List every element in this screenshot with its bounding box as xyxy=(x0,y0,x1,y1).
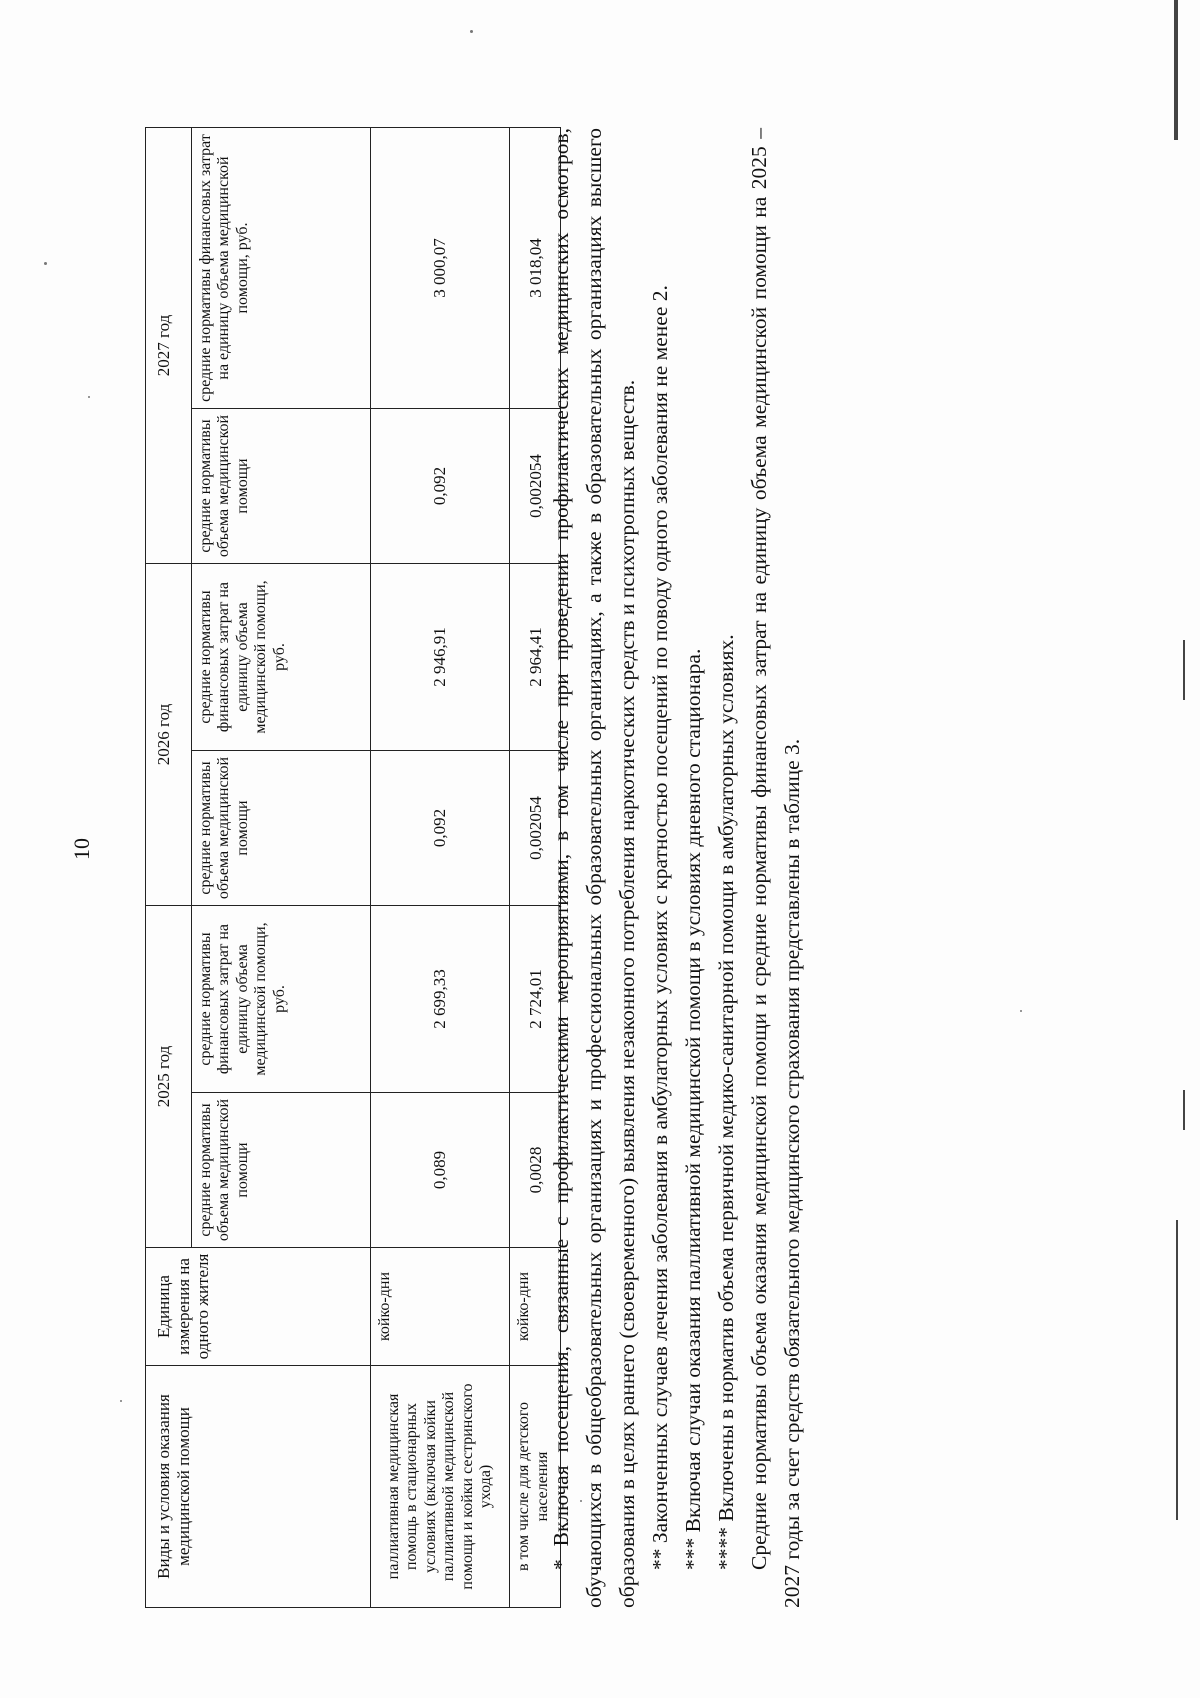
scan-speck xyxy=(470,30,473,33)
scan-speck xyxy=(44,262,47,265)
scan-speck xyxy=(580,1500,582,1502)
header-year-2026: 2026 год xyxy=(146,564,192,906)
header-volume-2027: средние нормативы объема медицинской помощи xyxy=(192,409,371,564)
header-year-2025: 2025 год xyxy=(146,906,192,1248)
header-cost-2027: средние нормативы финансовых затрат на единицу объема медицинской помощи, руб. xyxy=(192,128,371,409)
scan-speck xyxy=(88,396,90,398)
volume-2026: 0,002054 xyxy=(510,751,561,906)
volume-2027: 0,092 xyxy=(371,409,510,564)
volume-2025: 0,089 xyxy=(371,1093,510,1248)
scan-speck xyxy=(120,1400,122,1402)
row-unit: койко-дни xyxy=(371,1248,510,1366)
header-row-years xyxy=(146,128,192,1608)
volume-2027: 0,002054 xyxy=(510,409,561,564)
footnote-1: * Включая посещения, связанные с профилактическими мероприятиями, в том числе при проведении профилактических медицинских осмотров, обучающихся в общеобразовательных организациях и профессиональных образовательных организациях, а также в образовательных организациях высшего образования в целях раннего (своевременного) выявления незаконного потребления наркотических средств и психотропных веществ. xyxy=(549,128,639,1608)
row-label: в том числе для детского населения xyxy=(510,1366,561,1608)
footnote-3: *** Включая случаи оказания паллиативной медицинской помощи в условиях дневного стационара. xyxy=(681,648,705,1570)
cost-2026: 2 946,91 xyxy=(371,564,510,751)
header-type: Виды и условия оказания медицинской помощи xyxy=(146,1366,371,1608)
norms-table xyxy=(145,127,561,1608)
header-unit: Единица измерения на одного жителя xyxy=(146,1248,371,1366)
row-label: паллиативная медицинская помощь в стационарных условиях (включая койки паллиативной медицинской помощи и койки сестринского ухода) xyxy=(371,1366,510,1608)
scan-edge-mark xyxy=(1183,1090,1185,1130)
header-cost-2025: средние нормативы финансовых затрат на единицу объема медицинской помощи, руб. xyxy=(192,906,371,1093)
summary-paragraph: Средние нормативы объема оказания медицинской помощи и средние нормативы финансовых затрат на единицу объема медицинской помощи на 2025 – 2027 годы за счет средств обязательного медицинского страхования представлены в таблице 3. xyxy=(747,128,804,1608)
header-volume-2026: средние нормативы объема медицинской помощи xyxy=(192,751,371,906)
cost-2026: 2 964,41 xyxy=(510,564,561,751)
table-row xyxy=(371,128,510,1608)
cost-2027: 3 000,07 xyxy=(371,128,510,409)
rotated-content xyxy=(145,128,1025,1608)
scan-edge-mark xyxy=(1176,1220,1178,1520)
cost-2025: 2 724,01 xyxy=(510,906,561,1093)
volume-2025: 0,0028 xyxy=(510,1093,561,1248)
footnotes xyxy=(545,128,809,1608)
page-number: 10 xyxy=(69,838,94,860)
header-year-2027: 2027 год xyxy=(146,128,192,564)
scan-speck xyxy=(1020,1010,1022,1012)
row-unit: койко-дни xyxy=(510,1248,561,1366)
cost-2027: 3 018,04 xyxy=(510,128,561,409)
scan-edge-mark xyxy=(1174,0,1178,140)
scan-edge-mark xyxy=(1183,640,1185,700)
header-cost-2026: средние нормативы финансовых затрат на единицу объема медицинской помощи, руб. xyxy=(192,564,371,751)
header-volume-2025: средние нормативы объема медицинской помощи xyxy=(192,1093,371,1248)
volume-2026: 0,092 xyxy=(371,751,510,906)
cost-2025: 2 699,33 xyxy=(371,906,510,1093)
footnote-2: ** Законченных случаев лечения заболевания в амбулаторных условиях с кратностью посещений по поводу одного заболевания не менее 2. xyxy=(648,285,672,1570)
footnote-4: **** Включены в норматив объема первичной медико-санитарной помощи в амбулаторных условиях. xyxy=(714,634,738,1570)
